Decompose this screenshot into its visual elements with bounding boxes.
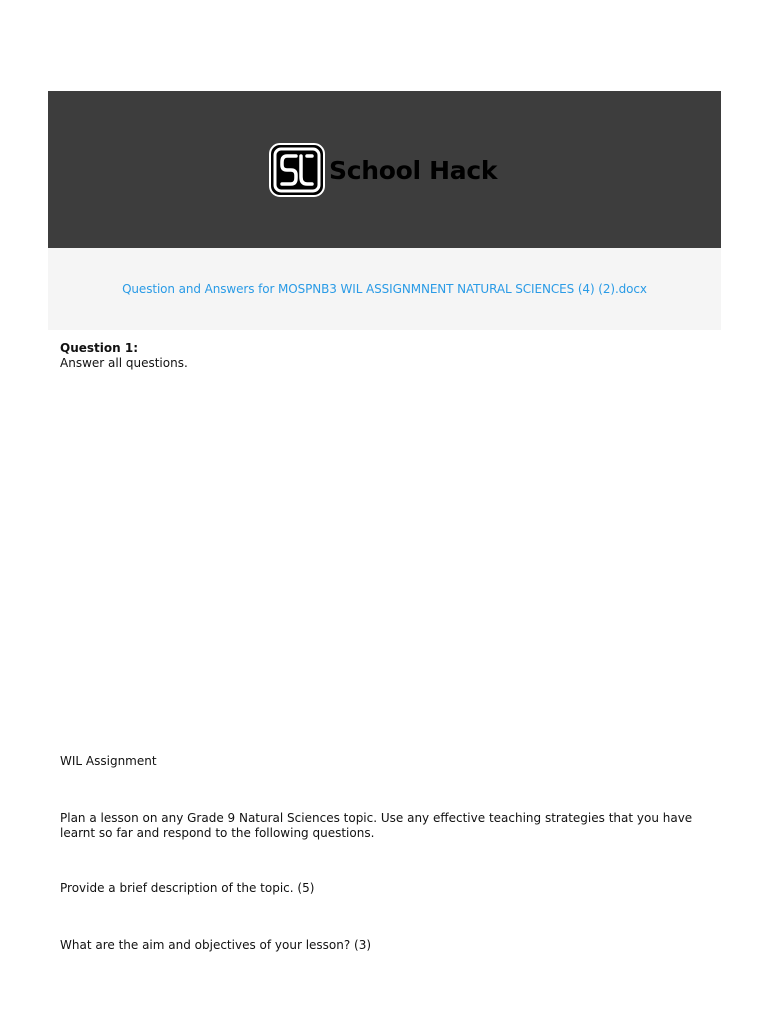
question-topic-description: Provide a brief description of the topic. (5) (60, 881, 315, 895)
question-aim-objectives: What are the aim and objectives of your lesson? (3) (60, 938, 372, 952)
header-banner (48, 91, 721, 248)
question-block (60, 341, 710, 370)
logo-text: School Hack (329, 155, 498, 185)
document-title-bar (48, 248, 721, 330)
assignment-label: WIL Assignment (60, 754, 157, 768)
question-prompt: Answer all questions. (60, 355, 188, 370)
school-hack-logo[interactable] (269, 143, 497, 197)
document-title-link[interactable]: Question and Answers for MOSPNB3 WIL ASSIGNMNENT NATURAL SCIENCES (4) (2).docx (122, 282, 647, 296)
school-hack-logo-icon (269, 143, 325, 197)
question-heading: Question 1: (60, 341, 138, 355)
assignment-instruction: Plan a lesson on any Grade 9 Natural Sciences topic. Use any effective teaching strategies that you have learnt so far and respond to the following questions. (60, 811, 693, 840)
